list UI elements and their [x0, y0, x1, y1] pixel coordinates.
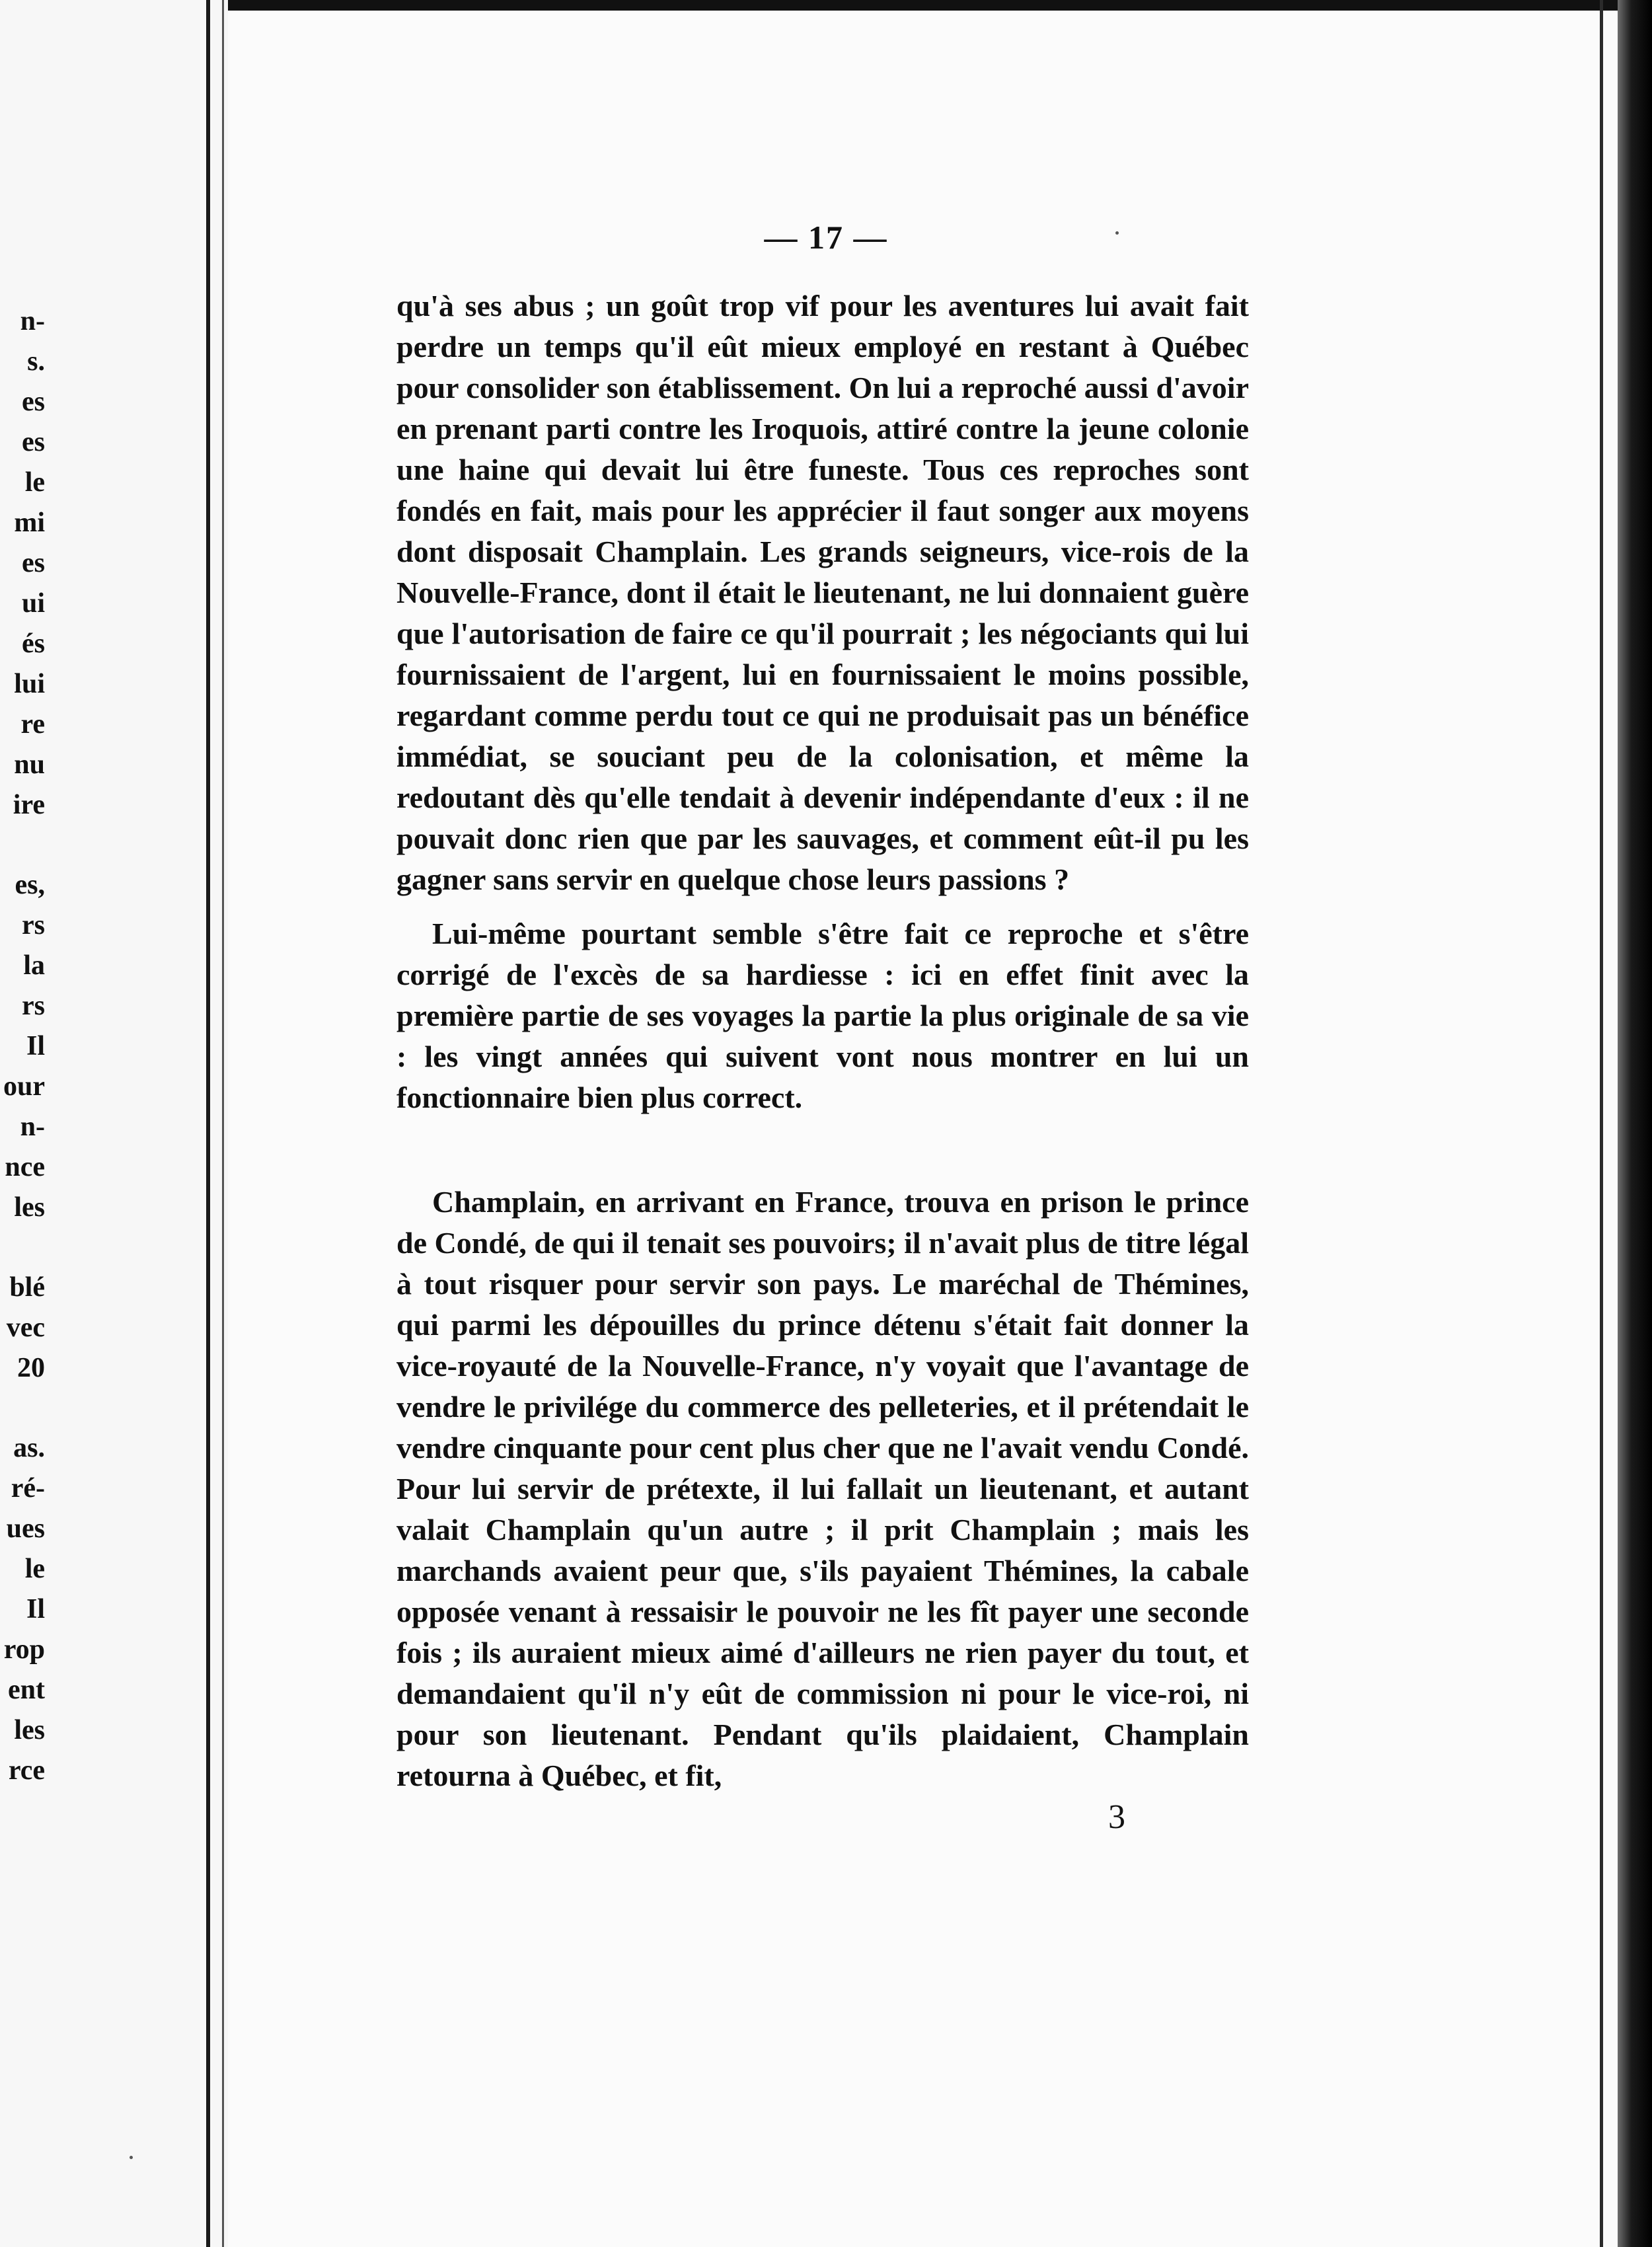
scan-speck	[130, 2156, 133, 2159]
signature-mark: 3	[1108, 1798, 1125, 1836]
facing-page-fragment: le	[24, 1554, 45, 1584]
facing-page-fragment: nce	[5, 1152, 45, 1182]
facing-page-fragment: les	[14, 1715, 45, 1745]
facing-page-fragment: nu	[14, 749, 45, 780]
paragraph-1: qu'à ses abus ; un goût trop vif pour les aventures lui avait fait perdre un temps qu'il eût mieux employé en restant à Québec pour consolider son établissement. On lui a reproché aussi d'avoir en prenant parti contre les Iroquois, attiré contre la jeune colonie une haine qui devait lui être funeste. Tous ces reproches sont fondés en fait, mais pour les apprécier il faut songer aux moyens dont disposait Champlain. Les grands seigneurs, vice-rois de la Nouvelle-France, dont il était le lieutenant, ne lui donnaient guère que l'autorisation de faire ce qu'il pourrait ; les négociants qui lui fournissaient de l'argent, lui en fournissaient le moins possible, regardant comme perdu tout ce qui ne produisait pas un bénéfice immédiat, se souciant peu de la colonisation, et même la redoutant dès qu'elle tendait à devenir indépendante d'eux : il ne pouvait donc rien que par les sauvages, et comment eût-il pu les gagner sans servir en quelque chose leurs passions ?	[396, 289, 1249, 896]
body-text	[396, 286, 1249, 1796]
scan-speck	[1115, 231, 1119, 235]
facing-page-fragment: Il	[26, 1594, 45, 1624]
facing-page-fragment: la	[23, 950, 45, 981]
page-number: — 17 —	[764, 219, 888, 256]
facing-page-fragment: le	[24, 467, 45, 498]
facing-page-fragment: blé	[9, 1272, 45, 1303]
facing-page-fragment: rop	[3, 1634, 45, 1665]
right-page-edge-line	[1600, 0, 1603, 2247]
facing-page-fragment: les	[14, 1192, 45, 1223]
facing-page-fragment: as.	[13, 1433, 45, 1463]
facing-page-fragment: es,	[15, 870, 45, 900]
facing-page-fragment: mi	[14, 508, 45, 538]
binding-inner-edge	[222, 0, 224, 2247]
facing-page-fragment: ui	[21, 588, 45, 619]
facing-page-fragment: ré-	[11, 1473, 45, 1504]
facing-page-fragment: es	[22, 427, 45, 457]
facing-page-fragment: és	[22, 628, 45, 659]
facing-page-fragment: Il	[26, 1031, 45, 1061]
binding-edge	[206, 0, 210, 2247]
facing-page-fragment: es	[22, 387, 45, 417]
facing-page-strip	[0, 0, 228, 2247]
facing-page-fragment: ire	[13, 790, 45, 820]
facing-page-fragment: n-	[20, 306, 45, 336]
top-scan-edge	[0, 0, 1652, 11]
facing-page-fragment: lui	[14, 669, 45, 699]
facing-page-fragment: rce	[8, 1755, 45, 1786]
facing-page-fragment: ent	[8, 1675, 45, 1705]
facing-page-fragment: rs	[22, 991, 45, 1021]
paragraph-3: Champlain, en arrivant en France, trouva en prison le prince de Condé, de qui il tenait ses pouvoirs; il n'avait plus de titre légal à tout risquer pour servir son pays. Le maréchal de Thémines, qui parmi les dépouilles du prince détenu s'était fait donner la vice-royauté de la Nouvelle-France, n'y voyait que l'avantage de vendre le privilége du commerce des pelleteries, et il prétendait le vendre cinquante pour cent plus cher que ne l'avait vendu Condé. Pour lui servir de prétexte, il lui fallait un lieutenant, et autant valait Champlain qu'un autre ; il prit Champlain ; mais les marchands avaient peur que, s'ils payaient Thémines, la cabale opposée venant à ressaisir le pouvoir ne les fît payer une seconde fois ; ils auraient mieux aimé d'ailleurs ne rien payer du tout, et demandaient qu'il n'y eût de commission ni pour le vice-roi, ni pour son lieutenant. Pendant qu'ils plaidaient, Champlain retourna à Québec, et fit,	[396, 1185, 1249, 1792]
facing-page-fragment: es	[22, 548, 45, 578]
facing-page-fragment: rs	[22, 910, 45, 940]
facing-page-fragment: ues	[6, 1513, 45, 1544]
paragraph-2: Lui-même pourtant semble s'être fait ce reproche et s'être corrigé de l'excès de sa hardiesse : ici en effet finit avec la première partie de ses voyages la partie la plus originale de sa vie : les vingt années qui suivent vont nous montrer en lui un fonctionnaire bien plus correct.	[396, 917, 1249, 1114]
facing-page-fragment: 20	[17, 1353, 45, 1383]
facing-page-fragment: vec	[6, 1313, 45, 1343]
facing-page-fragment: re	[20, 709, 45, 740]
facing-page-fragment: s.	[27, 346, 45, 377]
facing-page-fragment: n-	[20, 1112, 45, 1142]
facing-page-fragment: our	[3, 1071, 45, 1102]
right-scan-edge	[1618, 0, 1652, 2247]
